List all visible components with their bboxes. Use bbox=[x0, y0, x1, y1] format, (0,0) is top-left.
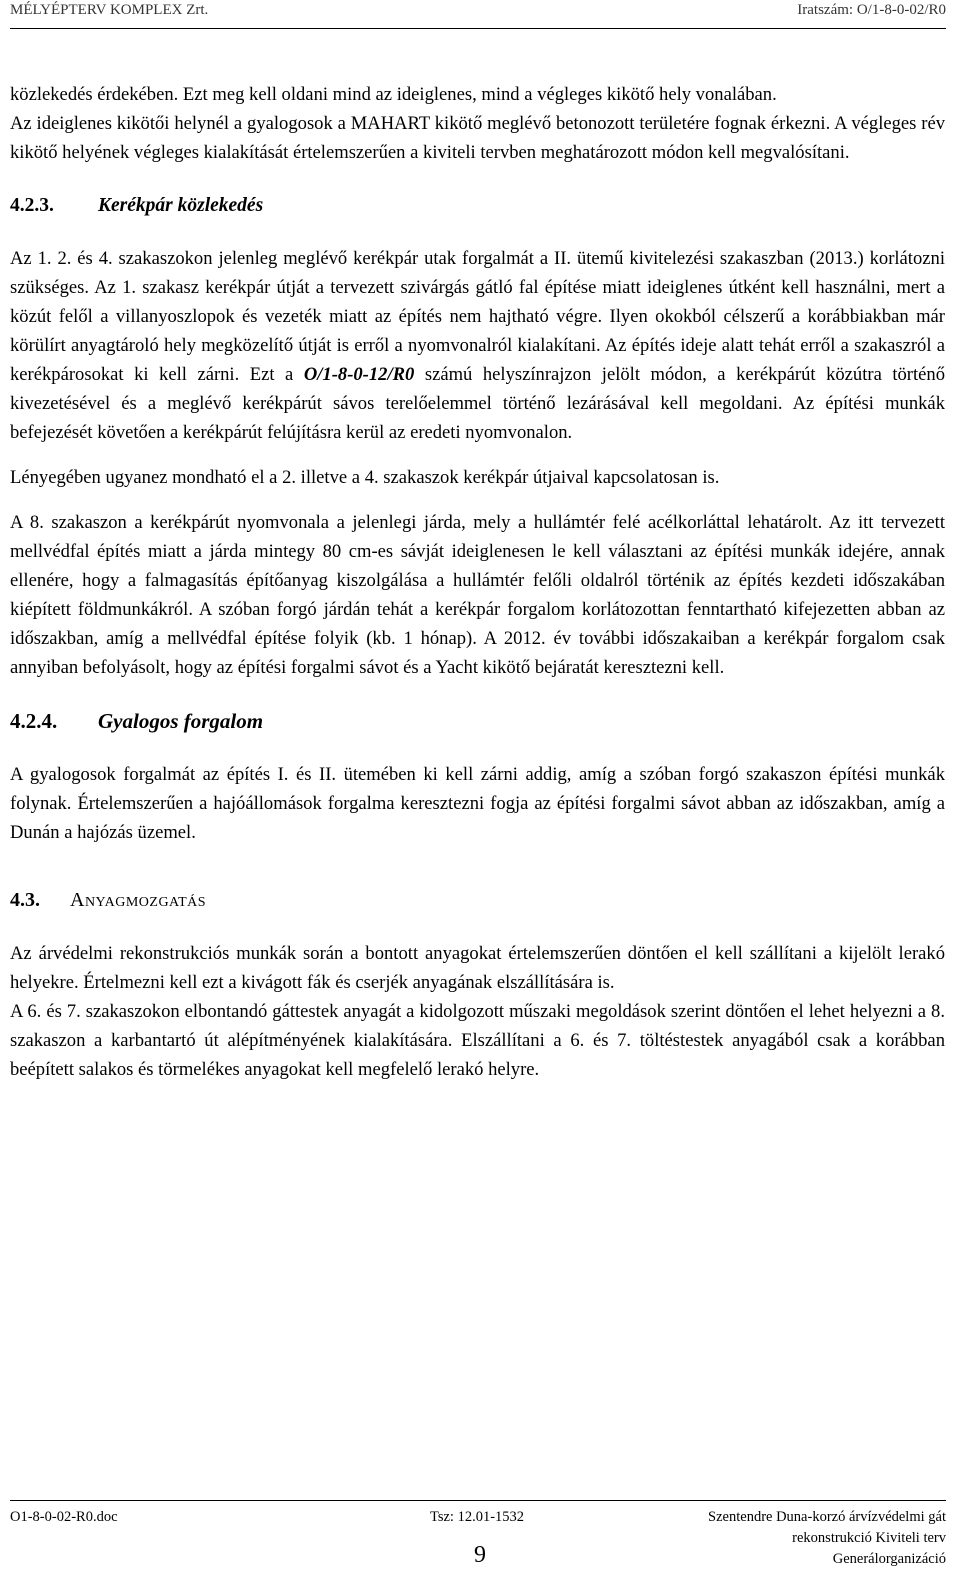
paragraph-kerekpar-korlatozas bbox=[10, 244, 945, 447]
page-header bbox=[10, 2, 946, 24]
section-title: Kerékpár közlekedés bbox=[98, 195, 264, 216]
section-heading-anyagmozgatas bbox=[10, 885, 945, 915]
header-divider bbox=[10, 28, 946, 29]
paragraph-text: számú helyszínrajzon jelölt módon, a kerékpárút közútra történő kivezetésével és a meglévő kerékpárút sávos terelőelemmel történő lezárásával kell megoldani. Az építési munkák befejezését követően a kerékpárút felújításra kerül az eredeti nyomvonalon. bbox=[10, 364, 946, 443]
paragraph-lenyegeben: Lényegében ugyanez mondható el a 2. illetve a 4. szakaszok kerékpár útjaival kapcsolatosan is. bbox=[10, 467, 720, 488]
footer-tsz: Tsz: 12.01-1532 bbox=[430, 1509, 525, 1525]
section-heading-kerekpar bbox=[10, 191, 945, 220]
section-number: 4.2.4. bbox=[10, 709, 58, 733]
section-title: Anyagmozgatás bbox=[70, 889, 207, 911]
footer-project-line: rekonstrukció Kiviteli terv bbox=[792, 1530, 946, 1546]
header-document-number: Iratszám: O/1-8-0-02/R0 bbox=[797, 2, 946, 18]
paragraph-bontott-anyagok: Az árvédelmi rekonstrukciós munkák során a bontott anyagokat értelemszerűen döntően el kell szállítani a kijelölt lerakó helyekre. Értelmezni kell ezt a kivágott fák és cserjék anyagának elszállítására is. bbox=[10, 943, 945, 993]
section-number: 4.2.3. bbox=[10, 195, 54, 216]
page-number: 9 bbox=[474, 1542, 486, 1568]
paragraph-gattestek: A 6. és 7. szakaszokon elbontandó gáttestek anyagát a kidolgozott műszaki megoldások szerint döntően el lehet helyezni a 8. szakaszon a karbantartó út alépítményének kialakítására. Elszállítani a 6. és 7. töltéstestek anyagából csak a korábban beépített salakos és törmelékes anyagokat kell megfelelő lerakó helyre. bbox=[10, 1001, 945, 1080]
footer-project-line: Szentendre Duna-korzó árvízvédelmi gát bbox=[708, 1509, 946, 1525]
paragraph-ideiglenes-kikoto: Az ideiglenes kikötői helynél a gyalogosok a MAHART kikötő meglévő betonozott területére fognak érkezni. A végleges rév kikötő helyének végleges kialakítását értelemszerűen a kiviteli tervben meghatározott módon kell megvalósítani. bbox=[10, 113, 945, 163]
drawing-reference: O/1-8-0-12/R0 bbox=[303, 364, 415, 385]
section-heading-gyalogos bbox=[10, 706, 945, 736]
paragraph-gyalogos-forgalom: A gyalogosok forgalmát az építés I. és II. ütemében ki kell zárni addig, amíg a szóban forgó szakaszon építési munkák folynak. Értelemszerűen a hajóállomások forgalma keresztezni fogja az építési forgalmi sávot abban az időszakban, amíg a Dunán a hajózás üzemel. bbox=[10, 764, 945, 843]
footer-project-line: Generálorganizáció bbox=[832, 1551, 946, 1567]
section-number: 4.3. bbox=[10, 889, 40, 911]
paragraph-text: Az 1. 2. és 4. szakaszokon jelenleg meglévő kerékpár utak forgalmát a II. ütemű kivitelezési szakaszban (2013.) korlátozni szükséges. Az 1. szakasz kerékpár útját a tervezett szivárgás gátló fal építése miatt ideiglenes útként kell használni, mert a közút felől a villanyoszlopok és vezeték miatt az építés nem hajtható végre. Ilyen okokból célszerű a korábbiakban már körülírt anyagtároló hely megközelítő útját is erről a nyomvonalról kialakítani. Az építés ideje alatt tehát erről a szakaszról a kerékpárosokat ki kell zárni. Ezt a bbox=[10, 248, 945, 385]
header-company: MÉLYÉPTERV KOMPLEX Zrt. bbox=[10, 2, 209, 18]
section-title: Gyalogos forgalom bbox=[98, 709, 264, 733]
footer-filename: O1-8-0-02-R0.doc bbox=[10, 1509, 118, 1525]
footer-divider bbox=[10, 1500, 946, 1501]
paragraph-8-szakasz: A 8. szakaszon a kerékpárút nyomvonala a jelenlegi járda, mely a hullámtér felé acélkorláttal lehatárolt. Az itt tervezett mellvédfal építés miatt a járda mintegy 80 cm-es sávját ideiglenesen le kell választani az építési munkák idejére, annak ellenére, hogy a falmagasítás építőanyag kiszolgálása a hullámtér felőli oldalról történik az építés kezdeti időszakában kiépített földmunkákról. A szóban forgó járdán tehát a kerékpár forgalom korlátozottan fenntartható kifejezetten abban az időszakban, amíg a mellvédfal építése folyik (kb. 1 hónap). A 2012. év további időszakaiban a kerékpár forgalom csak annyiban befolyásolt, hogy az építési forgalmi sávot és a Yacht kikötő bejáratát keresztezni kell. bbox=[10, 512, 945, 678]
paragraph-kikoto-vonal: közlekedés érdekében. Ezt meg kell oldani mind az ideiglenes, mind a végleges kikötő hely vonalában. bbox=[10, 84, 777, 105]
document-body bbox=[10, 80, 945, 1084]
